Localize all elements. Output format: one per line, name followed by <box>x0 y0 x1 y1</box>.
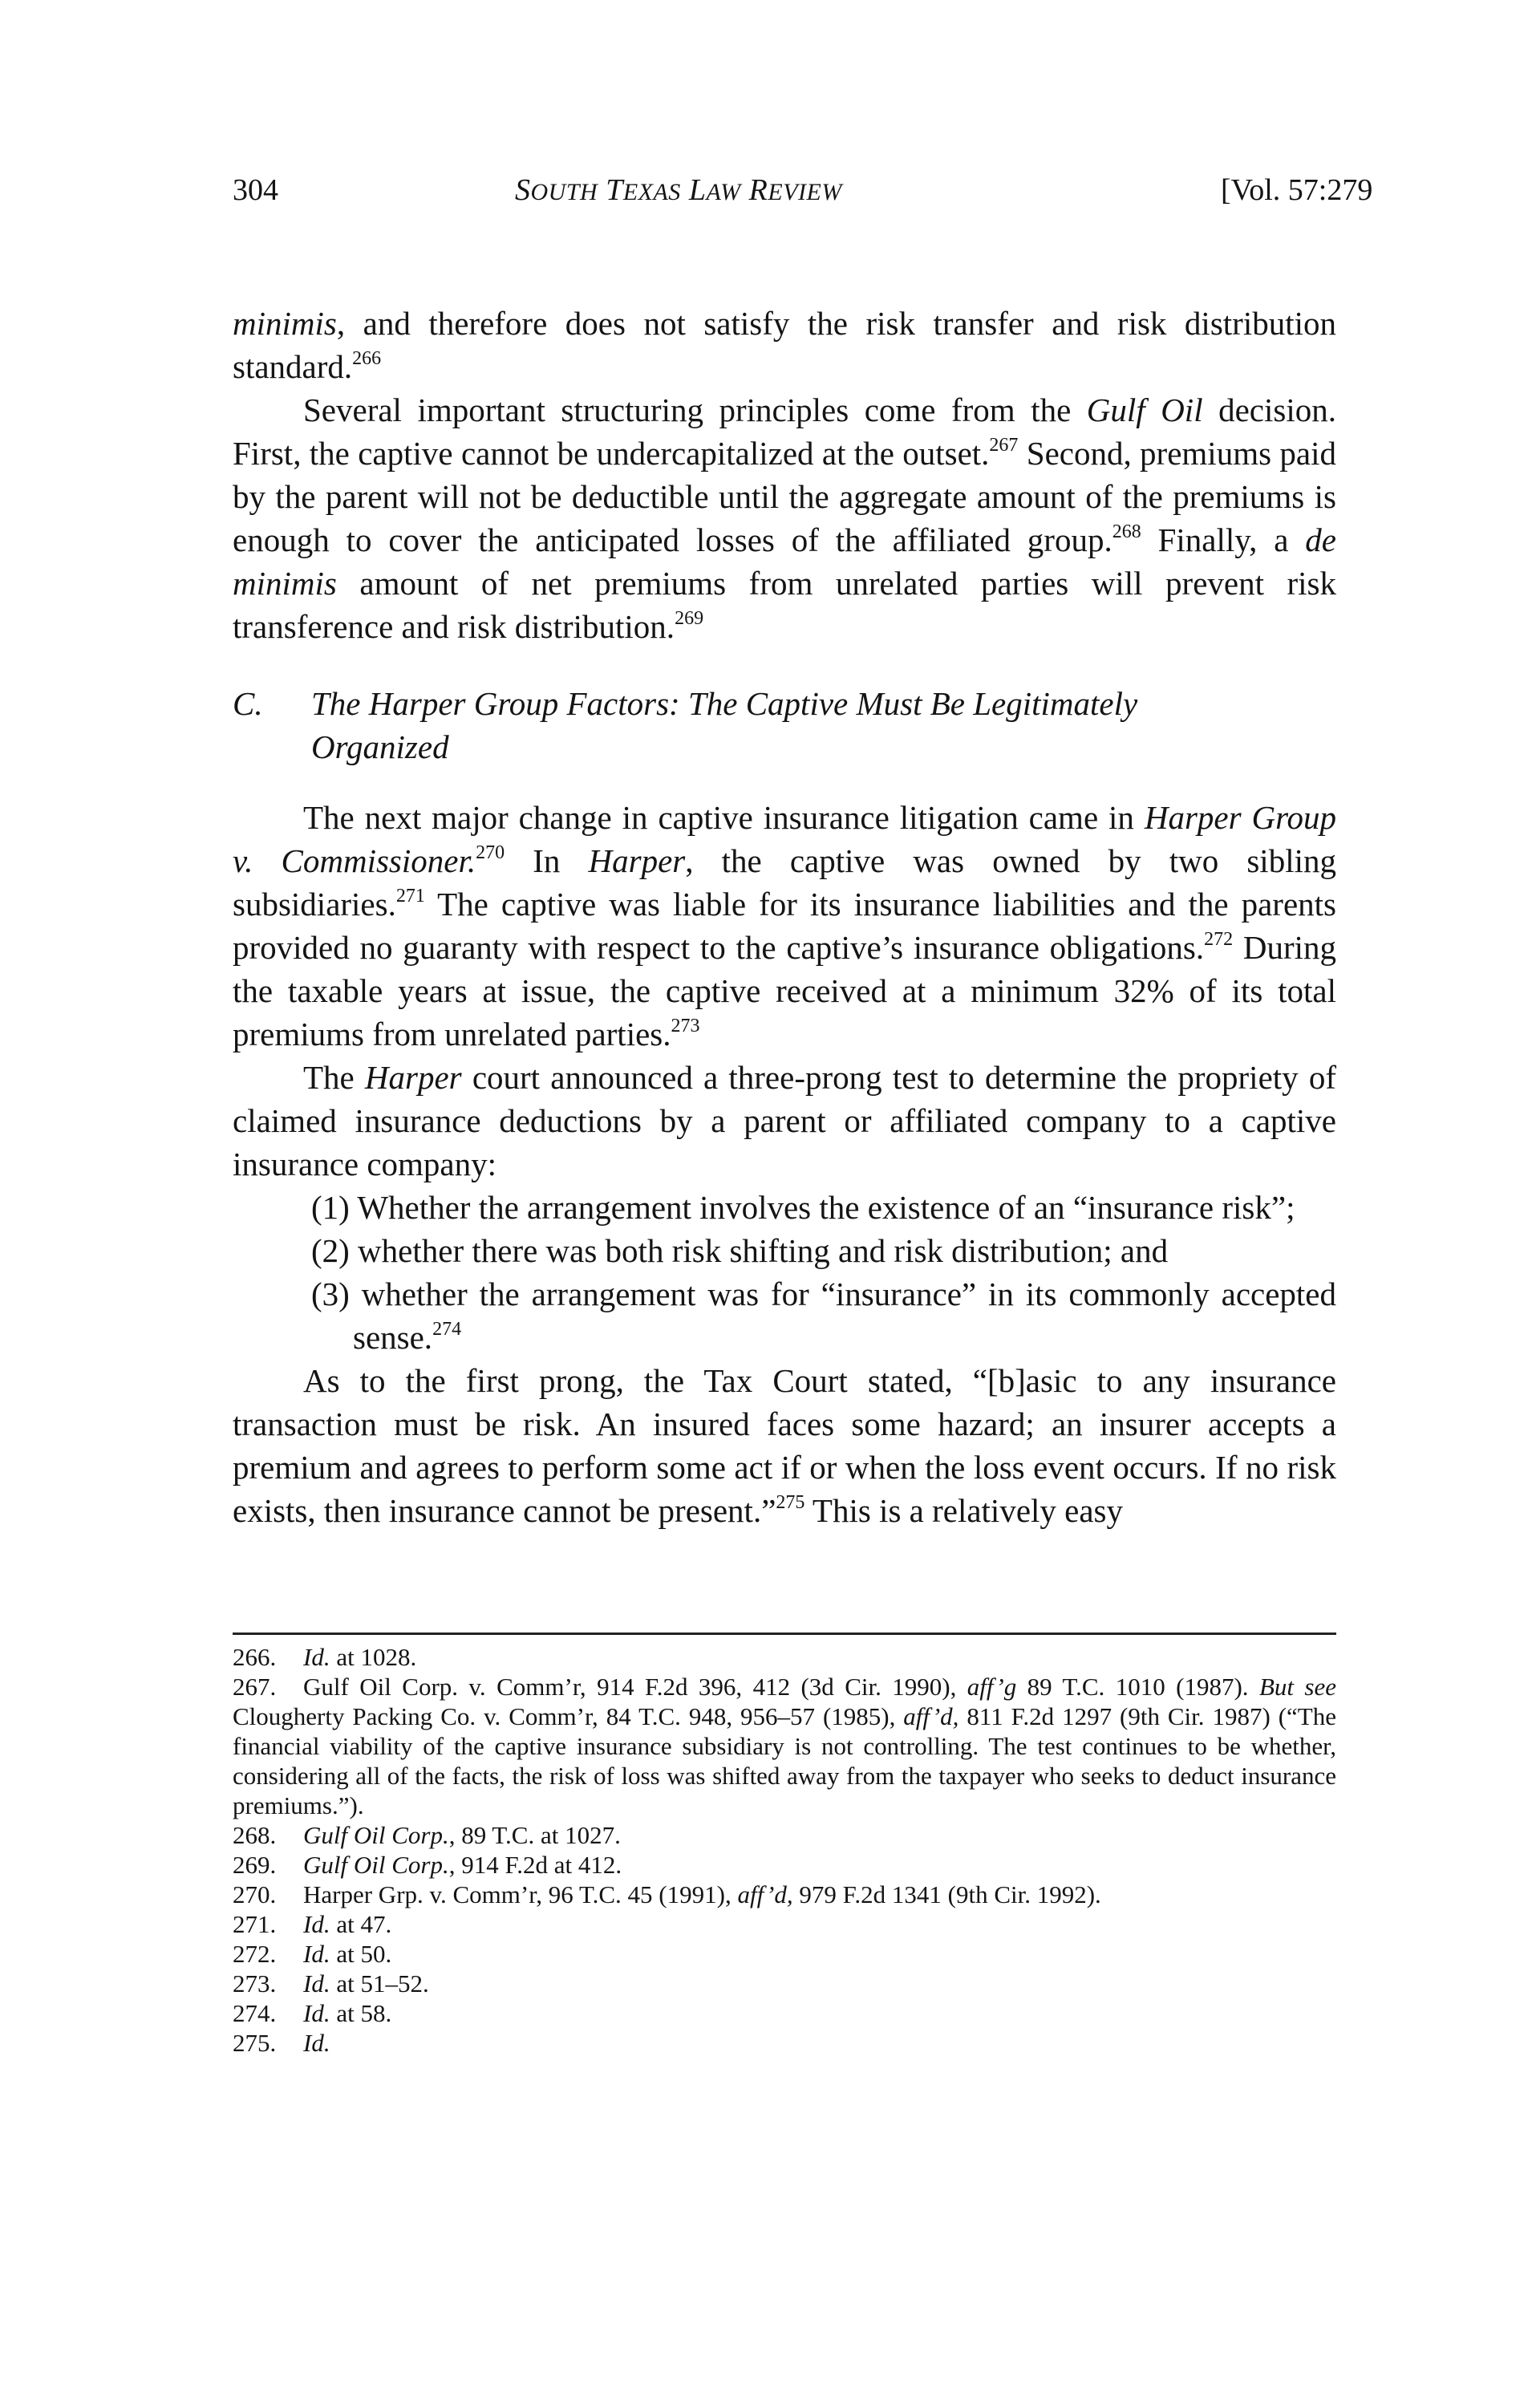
footnote-273: 273. Id. at 51–52. <box>233 1969 429 1998</box>
body-text-upper <box>233 302 1336 648</box>
paragraph-harper-intro: The next major change in captive insurance litigation came in Harper Group v. Commissioner.$^{270}$ In Harper, the captive was owned by two sibling subsidiaries.$^{271}$ The captive was liable for its insurance liabilities and the parents provided no guaranty with respect to the captive’s insurance obligations.$^{272}$ During the taxable years at issue, the captive received at a minimum 32% of its total premiums from unrelated parties.$^{273}$ <box>233 799 1337 1053</box>
footnote-272: 272. Id. at 50. <box>233 1940 392 1968</box>
list-item: (2) whether there was both risk shifting and risk distribution; and <box>311 1232 1169 1269</box>
footnote-divider <box>233 1633 1336 1635</box>
footnote-271: 271. Id. at 47. <box>233 1910 392 1938</box>
footnote-ref[interactable]: 267 <box>989 435 1019 456</box>
list-item: (3) whether the arrangement was for “insurance” in its commonly accepted sense.$^{274}$ <box>311 1276 1336 1356</box>
footnote-269: 269. Gulf Oil Corp., 914 F.2d at 412. <box>233 1851 622 1879</box>
footnote-ref[interactable]: 273 <box>671 1016 700 1036</box>
footnotes <box>233 1642 1336 2058</box>
footnote-268: 268. Gulf Oil Corp., 89 T.C. at 1027. <box>233 1821 621 1849</box>
footnote-ref[interactable]: 271 <box>395 886 425 907</box>
footnote-ref[interactable]: 274 <box>432 1319 462 1340</box>
footnote-274: 274. Id. at 58. <box>233 1999 392 2027</box>
page-number: 304 <box>233 173 278 207</box>
footnote-270: 270. Harper Grp. v. Comm’r, 96 T.C. 45 (1991), aff’d, 979 F.2d 1341 (9th Cir. 1992). <box>233 1880 1101 1908</box>
journal-title: SOUTH TEXAS LAW REVIEW <box>515 173 842 207</box>
section-title-line1: The Harper Group Factors: The Captive Must Be Legitimately <box>311 685 1138 722</box>
footnote-ref[interactable]: 266 <box>352 348 382 369</box>
footnote-267: 267. Gulf Oil Corp. v. Comm’r, 914 F.2d 396, 412 (3d Cir. 1990), aff’g 89 T.C. 1010 (1987). But see Clougherty Packing Co. v. Comm’r, 84 T.C. 948, 956–57 (1985), aff’d, 811 F.2d 1297 (9th Cir. 1987) (“The financial viability of the captive insurance subsidiary is not controlling. The test continues to be whether, considering all of the facts, the risk of loss was shifted away from the taxpayer who seeks to deduct insurance premiums.”). <box>233 1673 1336 1819</box>
list-item: (1) Whether the arrangement involves the existence of an “insurance risk”; <box>311 1189 1295 1226</box>
section-title-line2: Organized <box>311 728 449 765</box>
three-prong-list <box>233 1186 1336 1359</box>
footnote-ref[interactable]: 268 <box>1112 521 1141 542</box>
section-heading <box>233 682 1336 769</box>
volume-citation: [Vol. 57:279 <box>1221 173 1373 207</box>
footnote-ref[interactable]: 275 <box>776 1492 805 1513</box>
paragraph-continuation: minimis, and therefore does not satisfy the risk transfer and risk distribution standard.$^{266}$ <box>233 305 1336 385</box>
paragraph-first-prong: As to the first prong, the Tax Court stated, “[b]asic to any insurance transaction must be risk. An insured faces some hazard; an insurer accepts a premium and agrees to perform some act if or when the loss event occurs. If no risk exists, then insurance cannot be present.”$^{275}$ This is a relatively easy <box>233 1362 1336 1529</box>
body-text-lower <box>233 796 1336 1532</box>
footnote-275: 275. Id. <box>233 2029 330 2057</box>
footnote-ref[interactable]: 270 <box>476 842 505 863</box>
footnote-ref[interactable]: 269 <box>675 608 704 629</box>
section-letter: C. <box>233 685 263 722</box>
paragraph-gulf-oil: Several important structuring principles come from the Gulf Oil decision. First, the captive cannot be undercapitalized at the outset.$^{267}$ Second, premiums paid by the parent will not be deductible until the aggregate amount of the premiums is enough to cover the anticipated losses of the affiliated group.$^{268}$ Finally, a de minimis amount of net premiums from unrelated parties will prevent risk transference and risk distribution.$^{269}$ <box>233 391 1336 645</box>
paragraph-three-prong: The Harper court announced a three-prong test to determine the propriety of claimed insurance deductions by a parent or affiliated company to a captive insurance company: <box>233 1059 1336 1182</box>
footnote-ref[interactable]: 272 <box>1204 929 1234 950</box>
footnote-266: 266. Id. at 1028. <box>233 1643 417 1671</box>
